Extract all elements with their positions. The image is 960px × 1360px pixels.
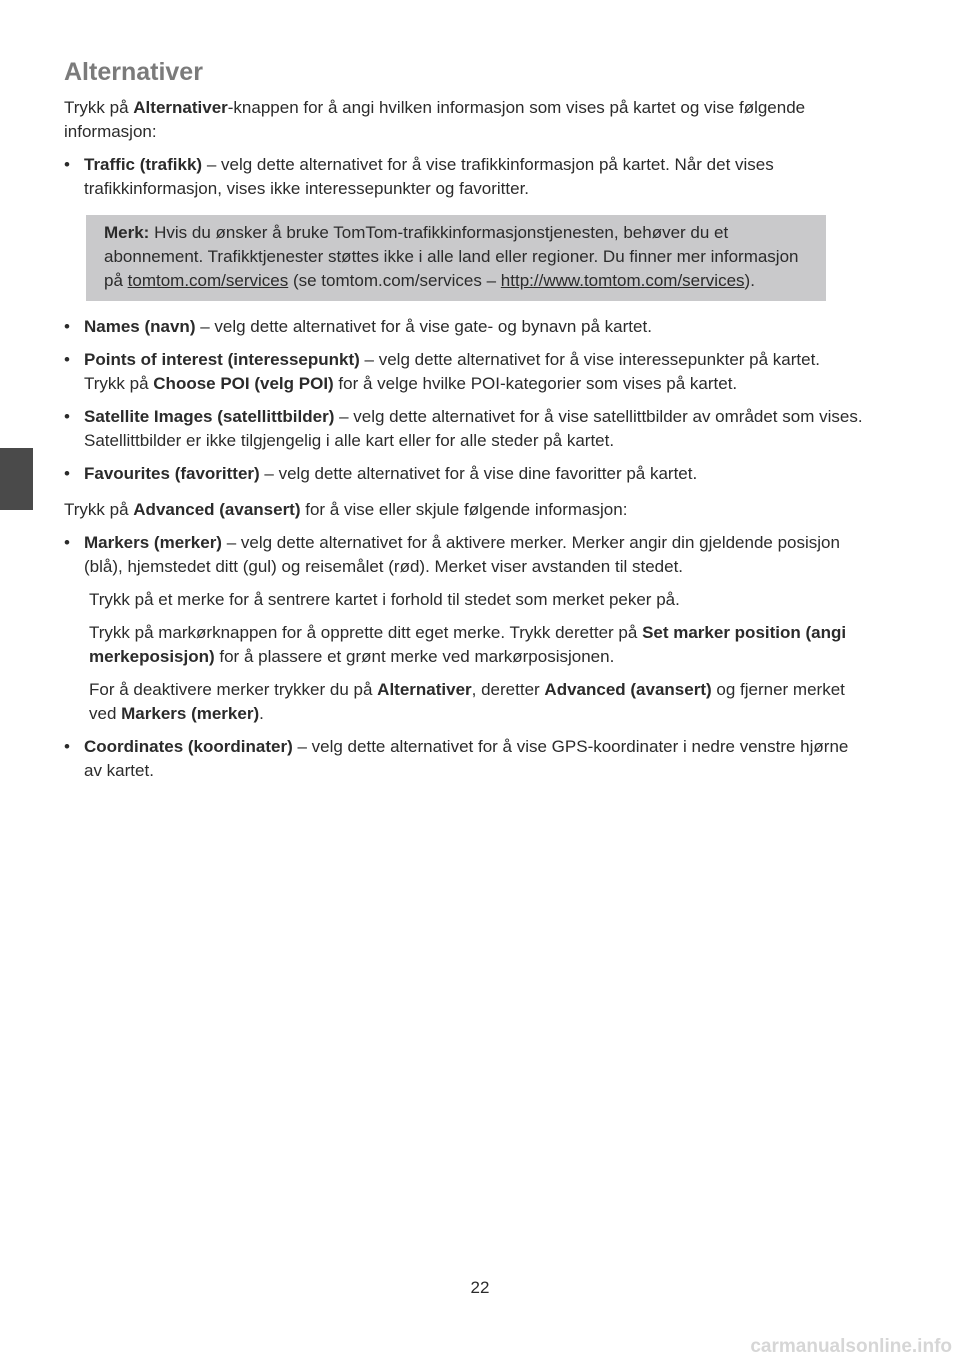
markers-sub-1: Trykk på et merke for å sentrere kartet i forhold til stedet som merket peker på. (89, 590, 680, 609)
page-number: 22 (470, 1278, 490, 1297)
note-box: Merk: Hvis du ønsker å bruke TomTom-trafikkinformasjonstjenesten, behøver du et abonnement. Trafikktjenester støttes ikke i alle land eller regioner. Du finner mer informasjon på tomtom.com/services (se tomtom.com/services – http://www.tomtom.com/services). (86, 215, 826, 301)
list-item-names: • Names (navn) – velg dette alternativet for å vise gate- og bynavn på kartet. (64, 315, 864, 339)
list-item-poi: • Points of interest (interessepunkt) – velg dette alternativet for å vise interessepunkter på kartet. Trykk på Choose POI (velg POI) for å velge hvilke POI-kategorier som vises på kartet. (64, 348, 864, 396)
services-link[interactable]: tomtom.com/services (127, 271, 289, 290)
advanced-intro: Trykk på Advanced (avansert) for å vise eller skjule følgende informasjon: (64, 500, 628, 519)
list-item-coordinates: • Coordinates (koordinater) – velg dette alternativet for å vise GPS-koordinater i nedre venstre hjørne av kartet. (64, 735, 864, 783)
services-url-link[interactable]: http://www.tomtom.com/services (500, 271, 745, 290)
list-item-satellite: • Satellite Images (satellittbilder) – velg dette alternativet for å vise satellittbilder av området som vises. Satellittbilder er ikke tilgjengelig i alle kart eller for alle steder på kartet. (64, 405, 864, 453)
list-item-favourites: • Favourites (favoritter) – velg dette alternativet for å vise dine favoritter på kartet. (64, 462, 864, 486)
list-item-traffic: • Traffic (trafikk) – velg dette alternativet for å vise trafikkinformasjon på kartet. Når det vises trafikkinformasjon, vises ikke interessepunkter og favoritter. (64, 153, 864, 201)
intro-paragraph: Trykk på Alternativer-knappen for å angi hvilken informasjon som vises på kartet og vise følgende informasjon: (64, 98, 806, 141)
note-label: Merk: (104, 223, 150, 242)
options-list-top (64, 153, 864, 201)
options-list (64, 315, 864, 486)
page-content (64, 56, 864, 783)
section-heading: Alternativer (64, 58, 203, 86)
watermark: carmanualsonline.info (750, 1336, 952, 1357)
advanced-list (64, 531, 864, 579)
list-item-markers: • Markers (merker) – velg dette alternativet for å aktivere merker. Merker angir din gjeldende posisjon (blå), hjemstedet ditt (gul) og reisemålet (rød). Merket viser avstanden til stedet. (64, 531, 864, 579)
markers-sub-2: Trykk på markørknappen for å opprette ditt eget merke. Trykk deretter på Set marker position (angi merkeposisjon) for å plassere et grønt merke ved markørposisjonen. (89, 623, 847, 666)
chapter-tab (0, 448, 33, 510)
coordinates-list (64, 735, 864, 783)
markers-sub-3: For å deaktivere merker trykker du på Alternativer, deretter Advanced (avansert) og fjerner merket ved Markers (merker). (89, 680, 845, 723)
